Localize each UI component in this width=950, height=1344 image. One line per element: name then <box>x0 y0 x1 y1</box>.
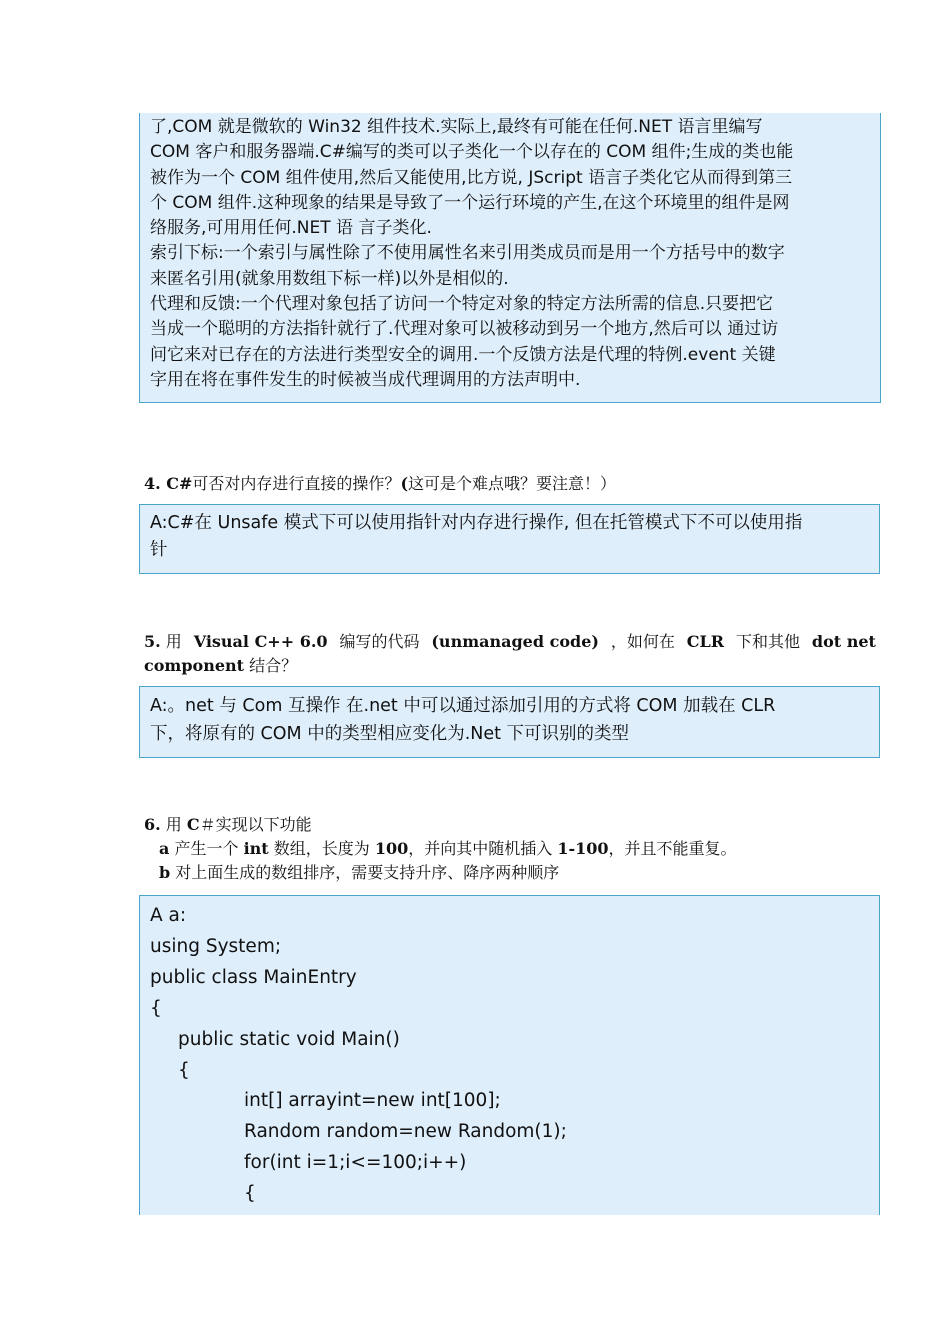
question-term: Visual C++ 6.0 <box>193 632 328 651</box>
answer-box-4 <box>139 504 880 574</box>
code-line: public class MainEntry <box>150 966 357 988</box>
text-line: 索引下标:一个索引与属性除了不使用属性名来引用类成员而是用一个方括号中的数字 <box>150 243 785 264</box>
text-line: 来匿名引用(就象用数组下标一样)以外是相似的. <box>150 268 509 289</box>
text-line: A:。net 与 Com 互操作 在.net 中可以通过添加引用的方式将 COM 加载在 CLR <box>150 696 776 716</box>
code-line: { <box>244 1183 256 1205</box>
text-line: 代理和反馈:一个代理对象包括了访问一个特定对象的特定方法所需的信息.只要把它 <box>150 294 774 315</box>
question-number: 6. <box>144 815 161 834</box>
question-text: ，并向其中随机插入 <box>408 839 558 858</box>
question-text: 产生一个 <box>169 839 244 858</box>
question-number: 5. <box>144 632 161 651</box>
text-line: 问它来对已存在的方法进行类型安全的调用.一个反馈方法是代理的特例.event 关键 <box>150 344 776 365</box>
code-line: A a: <box>150 905 187 926</box>
paren: ( <box>400 474 409 493</box>
text-line: 字用在将在事件发生的时候被当成代理调用的方法声明中. <box>150 369 581 390</box>
question-text: ，并且不能重复。 <box>608 839 737 858</box>
question-text: 结合？ <box>244 656 298 675</box>
question-4 <box>144 472 876 496</box>
code-line: int[] arrayint=new int[100]; <box>244 1090 501 1112</box>
question-number: 4. C# <box>144 474 193 493</box>
question-term: component <box>144 656 245 675</box>
answer-box-6-code <box>139 895 880 1215</box>
answer-box-5 <box>139 686 880 758</box>
question-term: 100 <box>374 839 409 858</box>
item-label: a <box>159 839 170 858</box>
question-term: C <box>186 815 200 834</box>
question-term: int <box>243 839 269 858</box>
question-text: 对上面生成的数组排序，需要支持升序、降序两种顺序 <box>170 863 560 882</box>
item-label: b <box>159 863 171 882</box>
question-text: 用 <box>160 815 187 834</box>
text-line: 被作为一个 COM 组件使用,然后又能使用,比方说, JScript 语言子类化它从而得到第三 <box>150 167 793 188</box>
text-line: 针 <box>150 540 168 560</box>
code-line: for(int i=1;i<=100;i++) <box>244 1152 467 1174</box>
question-text: ，如何在 <box>610 632 675 651</box>
code-line: public static void Main() <box>178 1028 400 1050</box>
text-line: 了,COM 就是微软的 Win32 组件技术.实际上,最终有可能在任何.NET 语言里编写 <box>150 117 763 137</box>
text-line: 个 COM 组件.这种现象的结果是导致了一个运行环境的产生,在这个环境里的组件是网 <box>150 192 790 213</box>
text-line: 络服务,可用用任何.NET 语 言子类化. <box>150 218 432 239</box>
question-term: CLR <box>686 632 725 651</box>
question-text: ＃实现以下功能 <box>199 815 312 834</box>
text-line: 下，将原有的 COM 中的类型相应变化为.Net 下可识别的类型 <box>150 724 630 744</box>
code-line: using System; <box>150 935 282 957</box>
question-text: 数组，长度为 <box>268 839 375 858</box>
question-term: (unmanaged code) <box>431 632 599 651</box>
question-text: 编写的代码 <box>339 632 420 651</box>
text-line: COM 客户和服务器端.C#编写的类可以子类化一个以存在的 COM 组件;生成的类也能 <box>150 142 794 163</box>
question-text: 下和其他 <box>735 632 800 651</box>
question-term: dot net <box>811 632 876 651</box>
question-note: 这可是个难点哦？要注意！） <box>408 474 617 493</box>
answer-box-com <box>139 113 881 403</box>
question-5 <box>144 630 876 678</box>
question-text: 用 <box>160 632 182 651</box>
question-term: 1-100 <box>557 839 609 858</box>
code-line: Random random=new Random(1); <box>244 1121 567 1143</box>
question-6 <box>144 813 876 885</box>
code-line: { <box>150 997 162 1019</box>
text-line: 当成一个聪明的方法指针就行了.代理对象可以被移动到另一个地方,然后可以 通过访 <box>150 319 779 340</box>
text-line: A:C#在 Unsafe 模式下可以使用指针对内存进行操作, 但在托管模式下不可以使用指 <box>150 513 803 533</box>
question-text: 可否对内存进行直接的操作？ <box>192 474 401 493</box>
code-line: { <box>178 1059 190 1081</box>
